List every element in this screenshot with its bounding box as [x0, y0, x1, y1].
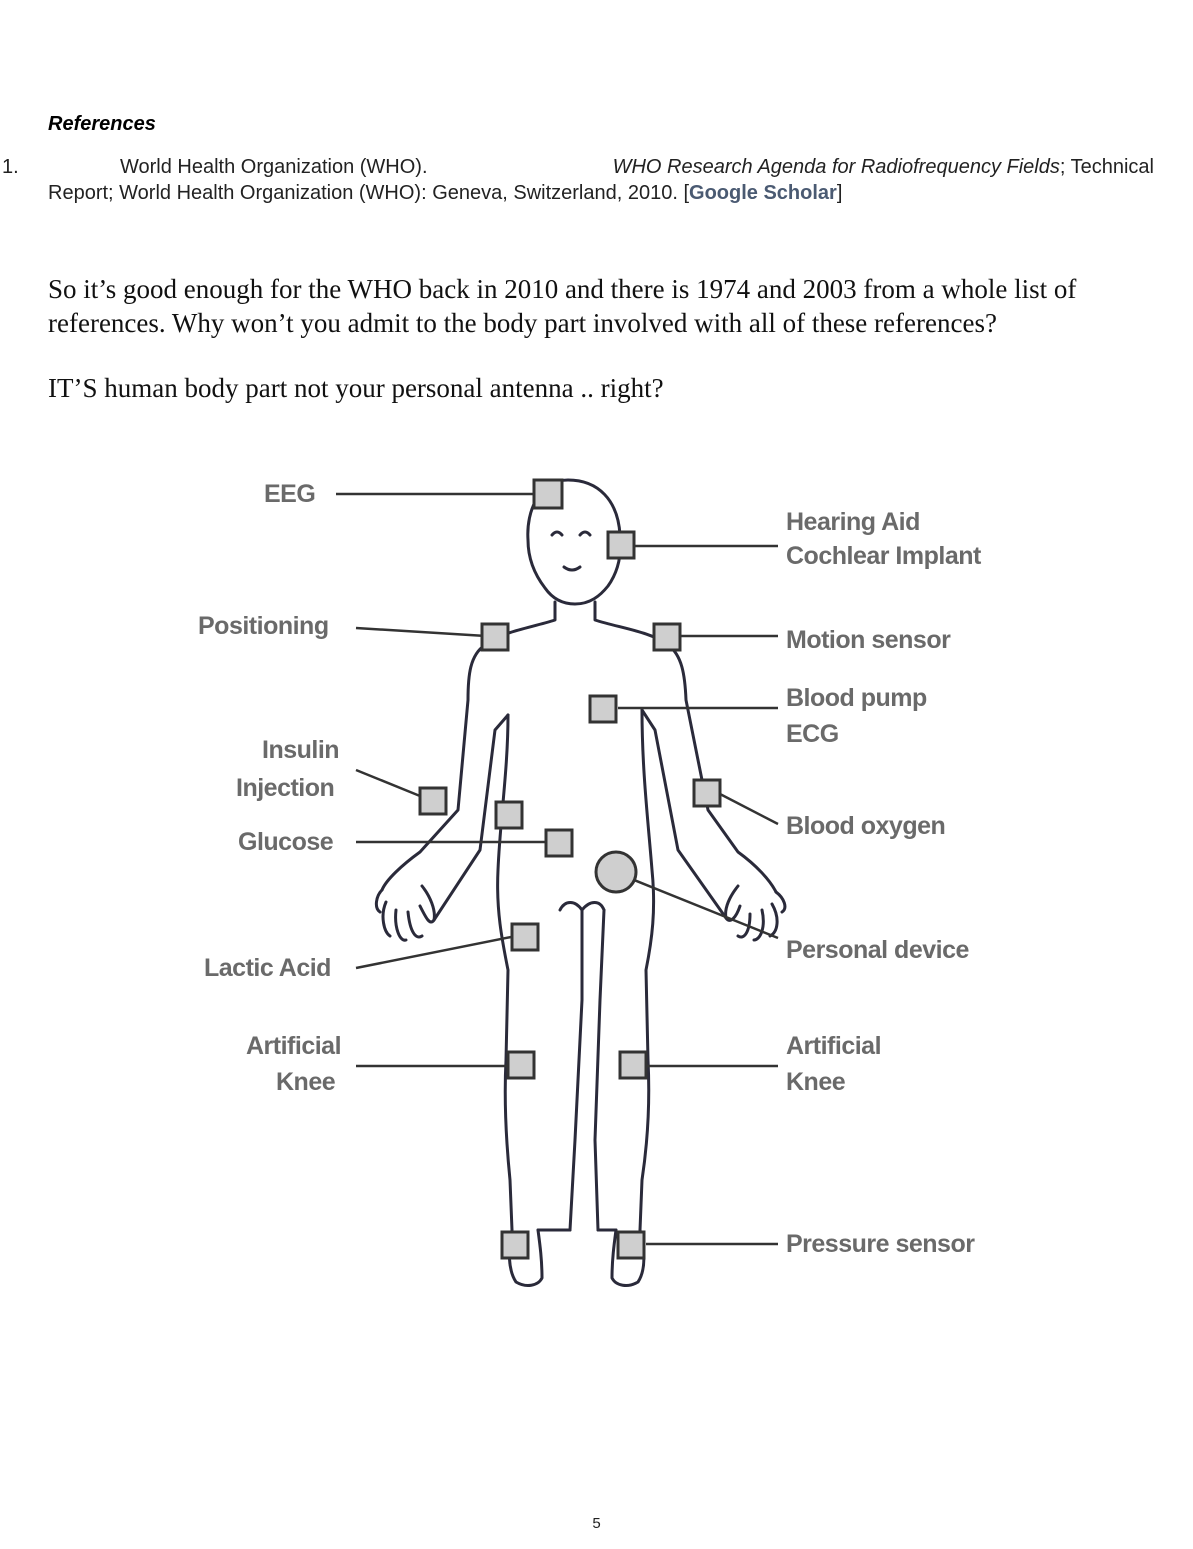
sensor-blood-oxygen [694, 780, 720, 806]
reference-line-1 [120, 156, 1154, 179]
sensor-knee-left [508, 1052, 534, 1078]
sensor-glucose [546, 830, 572, 856]
reference-number: 1. [2, 156, 19, 178]
sensor-lactic-acid [512, 924, 538, 950]
label-artificial-left: Artificial [246, 1032, 342, 1060]
leader-lines [336, 494, 778, 1244]
ref-authors: World Health Organization (WHO). [120, 156, 428, 178]
label-cochlear-implant: Cochlear Implant [786, 542, 981, 570]
diagram-labels [198, 480, 982, 1258]
label-pressure-sensor: Pressure sensor [786, 1230, 975, 1258]
references-heading: References [48, 113, 156, 135]
sensor-foot-left [502, 1232, 528, 1258]
google-scholar-link[interactable]: Google Scholar [689, 182, 837, 204]
sensor-foot-right [618, 1232, 644, 1258]
body-diagram-svg [190, 440, 1020, 1320]
sensor-hearing [608, 532, 634, 558]
ref-title: WHO Research Agenda for Radiofrequency Fields [612, 156, 1060, 178]
sensor-knee-right [620, 1052, 646, 1078]
label-ecg: ECG [786, 720, 839, 748]
paragraph-2: IT’S human body part not your personal antenna .. right? [48, 373, 664, 403]
sensor-torso [496, 802, 522, 828]
label-blood-oxygen: Blood oxygen [786, 812, 946, 840]
label-artificial-right: Artificial [786, 1032, 882, 1060]
ref-title-wrap [613, 156, 1154, 179]
sensor-eeg [534, 480, 562, 508]
label-lactic-acid: Lactic Acid [204, 954, 331, 982]
label-positioning: Positioning [198, 612, 329, 640]
label-hearing-aid: Hearing Aid [786, 508, 920, 536]
label-eeg: EEG [264, 480, 316, 508]
sensor-motion [654, 624, 680, 650]
sensor-insulin [420, 788, 446, 814]
label-injection: Injection [236, 774, 335, 802]
page-number: 5 [592, 1515, 601, 1532]
ref-bracket-close: ] [836, 182, 843, 204]
label-glucose: Glucose [238, 828, 334, 856]
label-blood-pump: Blood pump [786, 684, 927, 712]
body-sensor-diagram [190, 440, 1020, 1320]
paragraph-1-line-2: references. Why won’t you admit to the body part involved with all of these references? [48, 308, 997, 338]
sensor-personal-device [596, 852, 636, 892]
label-knee-right: Knee [786, 1068, 846, 1096]
paragraph-1-line-1: So it’s good enough for the WHO back in 2010 and there is 1974 and 2003 from a whole list of [48, 274, 1077, 304]
ref-tail: ; Technical [1059, 156, 1154, 178]
reference-line-2 [48, 182, 842, 205]
sensor-markers [420, 480, 720, 1258]
human-body-outline [376, 480, 785, 1285]
sensor-blood-pump [590, 696, 616, 722]
label-personal-device: Personal device [786, 936, 969, 964]
label-insulin: Insulin [262, 736, 340, 764]
sensor-positioning [482, 624, 508, 650]
ref-publisher: Report; World Health Organization (WHO): Geneva, Switzerland, 2010. [ [48, 182, 690, 204]
label-knee-left: Knee [276, 1068, 336, 1096]
label-motion-sensor: Motion sensor [786, 626, 951, 654]
